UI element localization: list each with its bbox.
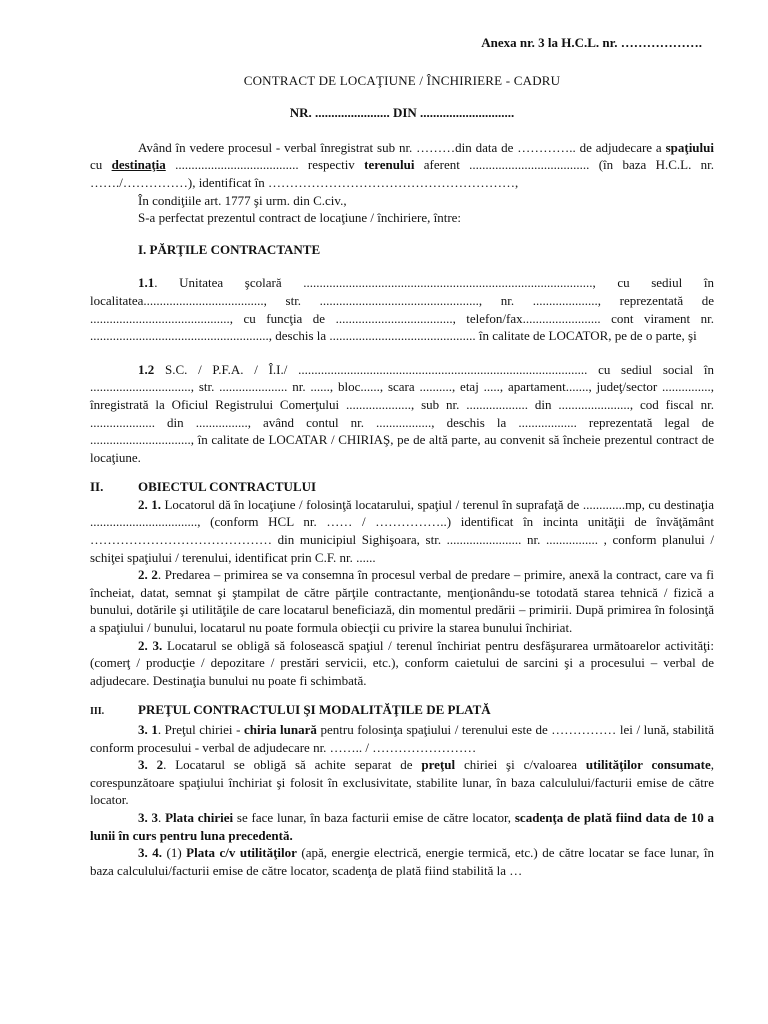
clause-3-1: 3. 1. Preţul chiriei - chiria lunară pentru folosinţa spaţiului / terenului este de …………… lei / lună, stabilită conform procesului - verbal de adjudecare nr. …….. / …………………… (90, 722, 714, 755)
contract-number-line: NR. ....................... DIN ............................. (289, 105, 515, 121)
section-1-heading: I. PĂRŢILE CONTRACTANTE (138, 241, 321, 257)
preamble-parties-intro: S-a perfectat prezentul contract de locaţiune / închiriere, între: (138, 210, 462, 226)
clause-1-2: 1.2 S.C. / P.F.A. / Î.I./ ......................................................................................... cu sediul social în ..............................., str. ..................... nr. ......, bloc......, scara .........., etaj ....., apartament......., judeţ/sector ..............., înregistrată la Oficiul Registrului Comerţului ...................., sub nr. ................... din ......................, cod fiscal nr. .................... din ................, având contul nr. ................., deschis la .................. reprezentată legal de ..............................., în calitate de LOCATAR / CHIRIAŞ, pe de altă parte, au convenit să încheie prezentul contract de locaţiune. (90, 361, 714, 465)
preamble-legal-basis: În condiţiile art. 1777 şi urm. din C.civ., (138, 192, 347, 208)
clause-2-1: 2. 1. Locatorul dă în locaţiune / folosinţă locatarului, spaţiul / terenul în suprafaţă de .............mp, cu destinaţia ................................., (conform HCL nr. …… / ……………..) identificat în incinta unităţii de învăţământ …………………………………… din municipiul Sighişoara, str. ....................... nr. ................ , conform planului / schiţei spaţiului / terenului, identificat prin C.F. nr. ...... (90, 496, 715, 565)
clause-2-3: 2. 3. Locatarul se obligă să folosească spaţiul / terenul închiriat pentru desfăşurarea următoarelor activităţi: (comerţ / producţie / depozitare / prestări servicii, etc.), conform caietului de sarcini şi a procesului – verbal de adjudecare. Destinaţia bunului nu poate fi schimbată. (90, 637, 714, 688)
clause-3-2: 3. 2. Locatarul se obligă să achite separat de preţul chiriei şi c/valoarea utilităţilor consumate, corespunzătoare spaţiului închiriat şi folosit în exclusivitate, stabilite lunar, în baza calculului/facturii emise de către locator. (90, 757, 715, 808)
section-3-heading: III. PREŢUL CONTRACTULUI ŞI MODALITĂŢILE DE PLATĂ (90, 702, 491, 718)
clause-3-4: 3. 4. (1) Plata c/v utilităţilor (apă, energie electrică, energie termică, etc.) de către locatar se face lunar, în baza calculului/facturii emise de către locator, scadenţa de plată fiind stabilită la … (90, 845, 715, 878)
clause-3-3: 3. 3. Plata chiriei se face lunar, în baza facturii emise de către locator, scadenţa de plată fiind data de 10 a lunii în curs pentru luna precedentă. (90, 809, 715, 843)
annex-reference: Anexa nr. 3 la H.C.L. nr. ………………. (481, 35, 702, 50)
section-2-heading: II. OBIECTUL CONTRACTULUI (90, 479, 317, 495)
contract-title: CONTRACT DE LOCAŢIUNE / ÎNCHIRIERE - CADRU (243, 72, 561, 88)
clause-2-2: 2. 2. Predarea – primirea se va consemna în procesul verbal de predare – primire, anexă la contract, care va fi încheiat, datat, semnat şi ştampilat de către părţile contractante, menţionându-se totodată starea tehnică / fizică a bunului, dotările şi utilităţile de care locatarul beneficiază, din momentul predării – primirii. După primirea în folosinţă a spaţiului / bunului, locatarul nu poate formula obiecţii cu privire la starea bunului închiriat. (90, 567, 715, 636)
document-body (90, 26, 714, 879)
preamble-paragraph: Având în vedere procesul - verbal înregistrat sub nr. ………din data de ………….. de adjudecare a spaţiului cu destinaţia ...................................... respectiv terenului aferent ..................................... (în baza H.C.L. nr. ……./……………), identificat în …………………………………………………, (90, 139, 715, 190)
clause-1-1: 1.1. Unitatea şcolară ........................................................................................., cu sediul în localitatea....................................., str. ................................................., nr. ...................., reprezentată de ..........................................., cu funcţia de ...................................., telefon/fax........................ cont virament nr. ......................................................., deschis la ............................................. în calitate de LOCATOR, pe de o parte, şi (90, 275, 714, 344)
